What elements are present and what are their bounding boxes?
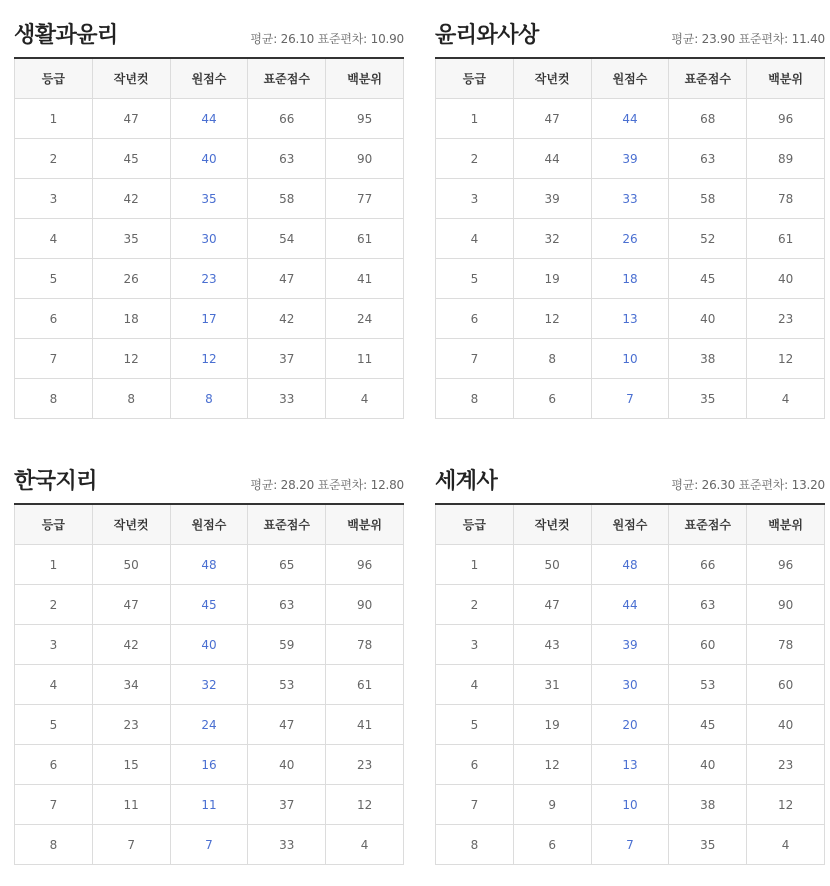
grade-panel-3 xyxy=(14,446,404,865)
standard-score-cell: 40 xyxy=(669,299,747,339)
standard-score-cell: 60 xyxy=(669,625,747,665)
percentile-cell: 23 xyxy=(747,745,825,785)
grade-cell: 7 xyxy=(436,785,514,825)
raw-score-cell: 40 xyxy=(170,139,248,179)
grade-cell: 6 xyxy=(15,299,93,339)
panel-stats: 평균: 26.10 표준편차: 10.90 xyxy=(250,32,404,46)
table-header-row xyxy=(15,58,404,99)
panel-stats: 평균: 23.90 표준편차: 11.40 xyxy=(671,32,825,46)
percentile-cell: 11 xyxy=(326,339,404,379)
raw-score-cell: 44 xyxy=(591,99,669,139)
raw-score-cell: 44 xyxy=(170,99,248,139)
grade-cell: 5 xyxy=(436,705,514,745)
last-year-cut-cell: 12 xyxy=(513,745,591,785)
standard-score-cell: 68 xyxy=(669,99,747,139)
standard-score-cell: 33 xyxy=(248,379,326,419)
panel-title: 한국지리 xyxy=(14,469,98,494)
last-year-cut-cell: 50 xyxy=(92,545,170,585)
table-row xyxy=(436,259,825,299)
grade-cell: 6 xyxy=(436,299,514,339)
column-header-grade: 등급 xyxy=(15,504,93,545)
raw-score-cell: 8 xyxy=(170,379,248,419)
table-row xyxy=(15,585,404,625)
standard-score-cell: 63 xyxy=(669,585,747,625)
grade-cell: 7 xyxy=(436,339,514,379)
grade-cell: 4 xyxy=(15,665,93,705)
standard-score-cell: 33 xyxy=(248,825,326,865)
table-row xyxy=(436,139,825,179)
raw-score-cell: 13 xyxy=(591,745,669,785)
table-row xyxy=(15,299,404,339)
table-row xyxy=(436,545,825,585)
grade-cell: 1 xyxy=(15,545,93,585)
column-header-raw-score: 원점수 xyxy=(170,58,248,99)
grade-panel-4 xyxy=(435,446,825,865)
last-year-cut-cell: 47 xyxy=(92,585,170,625)
raw-score-cell: 10 xyxy=(591,785,669,825)
standard-score-cell: 66 xyxy=(669,545,747,585)
grade-panel-2 xyxy=(435,0,825,419)
last-year-cut-cell: 31 xyxy=(513,665,591,705)
table-row xyxy=(15,545,404,585)
last-year-cut-cell: 47 xyxy=(513,99,591,139)
standard-score-cell: 45 xyxy=(669,259,747,299)
standard-score-cell: 40 xyxy=(669,745,747,785)
percentile-cell: 78 xyxy=(747,179,825,219)
last-year-cut-cell: 9 xyxy=(513,785,591,825)
panel-header xyxy=(435,0,825,57)
table-row xyxy=(15,705,404,745)
grade-cell: 4 xyxy=(436,665,514,705)
last-year-cut-cell: 11 xyxy=(92,785,170,825)
standard-score-cell: 35 xyxy=(669,825,747,865)
panel-header xyxy=(435,446,825,503)
raw-score-cell: 7 xyxy=(591,379,669,419)
last-year-cut-cell: 32 xyxy=(513,219,591,259)
column-header-standard-score: 표준점수 xyxy=(248,58,326,99)
percentile-cell: 41 xyxy=(326,705,404,745)
standard-score-cell: 53 xyxy=(248,665,326,705)
standard-score-cell: 35 xyxy=(669,379,747,419)
grade-cell: 4 xyxy=(436,219,514,259)
percentile-cell: 23 xyxy=(747,299,825,339)
raw-score-cell: 35 xyxy=(170,179,248,219)
standard-score-cell: 66 xyxy=(248,99,326,139)
raw-score-cell: 10 xyxy=(591,339,669,379)
percentile-cell: 12 xyxy=(747,339,825,379)
raw-score-cell: 26 xyxy=(591,219,669,259)
last-year-cut-cell: 23 xyxy=(92,705,170,745)
table-row xyxy=(436,339,825,379)
table-row xyxy=(436,179,825,219)
column-header-standard-score: 표준점수 xyxy=(669,58,747,99)
column-header-last-year-cut: 작년컷 xyxy=(92,58,170,99)
column-header-last-year-cut: 작년컷 xyxy=(513,504,591,545)
table-row xyxy=(436,825,825,865)
last-year-cut-cell: 18 xyxy=(92,299,170,339)
raw-score-cell: 7 xyxy=(591,825,669,865)
last-year-cut-cell: 19 xyxy=(513,259,591,299)
last-year-cut-cell: 47 xyxy=(513,585,591,625)
raw-score-cell: 39 xyxy=(591,139,669,179)
percentile-cell: 90 xyxy=(326,585,404,625)
last-year-cut-cell: 43 xyxy=(513,625,591,665)
standard-score-cell: 63 xyxy=(248,139,326,179)
table-row xyxy=(15,179,404,219)
column-header-percentile: 백분위 xyxy=(326,58,404,99)
standard-score-cell: 38 xyxy=(669,785,747,825)
table-row xyxy=(15,665,404,705)
last-year-cut-cell: 6 xyxy=(513,825,591,865)
panel-header xyxy=(14,0,404,57)
grade-cell: 2 xyxy=(436,585,514,625)
raw-score-cell: 18 xyxy=(591,259,669,299)
last-year-cut-cell: 42 xyxy=(92,625,170,665)
percentile-cell: 96 xyxy=(747,99,825,139)
standard-score-cell: 47 xyxy=(248,705,326,745)
table-row xyxy=(15,785,404,825)
column-header-last-year-cut: 작년컷 xyxy=(92,504,170,545)
table-row xyxy=(15,99,404,139)
standard-score-cell: 63 xyxy=(248,585,326,625)
percentile-cell: 23 xyxy=(326,745,404,785)
percentile-cell: 89 xyxy=(747,139,825,179)
panel-stats: 평균: 28.20 표준편차: 12.80 xyxy=(250,478,404,492)
raw-score-cell: 32 xyxy=(170,665,248,705)
standard-score-cell: 65 xyxy=(248,545,326,585)
grade-cell: 3 xyxy=(436,625,514,665)
standard-score-cell: 53 xyxy=(669,665,747,705)
grade-cell: 3 xyxy=(15,625,93,665)
table-row xyxy=(436,219,825,259)
column-header-percentile: 백분위 xyxy=(747,504,825,545)
grade-table xyxy=(14,503,404,865)
standard-score-cell: 37 xyxy=(248,339,326,379)
grade-table xyxy=(14,57,404,419)
standard-score-cell: 52 xyxy=(669,219,747,259)
percentile-cell: 78 xyxy=(747,625,825,665)
grade-table xyxy=(435,503,825,865)
grade-cell: 5 xyxy=(436,259,514,299)
raw-score-cell: 39 xyxy=(591,625,669,665)
column-header-standard-score: 표준점수 xyxy=(669,504,747,545)
table-row xyxy=(15,745,404,785)
percentile-cell: 96 xyxy=(747,545,825,585)
raw-score-cell: 48 xyxy=(170,545,248,585)
raw-score-cell: 40 xyxy=(170,625,248,665)
table-row xyxy=(436,665,825,705)
grade-cell: 7 xyxy=(15,785,93,825)
last-year-cut-cell: 45 xyxy=(92,139,170,179)
column-header-grade: 등급 xyxy=(436,504,514,545)
grade-panel-1 xyxy=(14,0,404,419)
table-row xyxy=(15,219,404,259)
percentile-cell: 4 xyxy=(747,825,825,865)
raw-score-cell: 7 xyxy=(170,825,248,865)
raw-score-cell: 16 xyxy=(170,745,248,785)
grade-cell: 6 xyxy=(436,745,514,785)
column-header-raw-score: 원점수 xyxy=(591,504,669,545)
table-row xyxy=(436,745,825,785)
grade-cell: 2 xyxy=(15,139,93,179)
percentile-cell: 90 xyxy=(747,585,825,625)
grade-cell: 2 xyxy=(15,585,93,625)
table-row xyxy=(436,379,825,419)
panel-title: 윤리와사상 xyxy=(435,23,539,48)
raw-score-cell: 23 xyxy=(170,259,248,299)
grade-cell: 3 xyxy=(15,179,93,219)
table-header-row xyxy=(436,504,825,545)
grade-cell: 8 xyxy=(15,825,93,865)
grade-cell: 8 xyxy=(436,379,514,419)
raw-score-cell: 13 xyxy=(591,299,669,339)
table-row xyxy=(15,379,404,419)
standard-score-cell: 40 xyxy=(248,745,326,785)
percentile-cell: 78 xyxy=(326,625,404,665)
percentile-cell: 77 xyxy=(326,179,404,219)
column-header-grade: 등급 xyxy=(15,58,93,99)
last-year-cut-cell: 42 xyxy=(92,179,170,219)
raw-score-cell: 45 xyxy=(170,585,248,625)
percentile-cell: 61 xyxy=(326,219,404,259)
percentile-cell: 61 xyxy=(747,219,825,259)
last-year-cut-cell: 35 xyxy=(92,219,170,259)
table-row xyxy=(15,625,404,665)
standard-score-cell: 38 xyxy=(669,339,747,379)
raw-score-cell: 30 xyxy=(591,665,669,705)
panel-stats: 평균: 26.30 표준편차: 13.20 xyxy=(671,478,825,492)
last-year-cut-cell: 47 xyxy=(92,99,170,139)
last-year-cut-cell: 50 xyxy=(513,545,591,585)
last-year-cut-cell: 44 xyxy=(513,139,591,179)
percentile-cell: 24 xyxy=(326,299,404,339)
percentile-cell: 61 xyxy=(326,665,404,705)
grade-cell: 4 xyxy=(15,219,93,259)
last-year-cut-cell: 26 xyxy=(92,259,170,299)
last-year-cut-cell: 8 xyxy=(92,379,170,419)
percentile-cell: 12 xyxy=(747,785,825,825)
column-header-raw-score: 원점수 xyxy=(170,504,248,545)
percentile-cell: 90 xyxy=(326,139,404,179)
grade-cell: 8 xyxy=(436,825,514,865)
standard-score-cell: 58 xyxy=(248,179,326,219)
standard-score-cell: 45 xyxy=(669,705,747,745)
grade-cell: 3 xyxy=(436,179,514,219)
last-year-cut-cell: 6 xyxy=(513,379,591,419)
grade-cell: 1 xyxy=(436,99,514,139)
grade-cell: 2 xyxy=(436,139,514,179)
raw-score-cell: 44 xyxy=(591,585,669,625)
column-header-last-year-cut: 작년컷 xyxy=(513,58,591,99)
last-year-cut-cell: 39 xyxy=(513,179,591,219)
grade-cell: 5 xyxy=(15,259,93,299)
table-row xyxy=(436,299,825,339)
last-year-cut-cell: 8 xyxy=(513,339,591,379)
standard-score-cell: 47 xyxy=(248,259,326,299)
column-header-raw-score: 원점수 xyxy=(591,58,669,99)
standard-score-cell: 54 xyxy=(248,219,326,259)
table-row xyxy=(436,625,825,665)
grade-table xyxy=(435,57,825,419)
table-row xyxy=(15,339,404,379)
table-row xyxy=(436,705,825,745)
raw-score-cell: 11 xyxy=(170,785,248,825)
grade-cell: 1 xyxy=(15,99,93,139)
table-row xyxy=(15,259,404,299)
percentile-cell: 40 xyxy=(747,259,825,299)
raw-score-cell: 12 xyxy=(170,339,248,379)
grade-cell: 5 xyxy=(15,705,93,745)
percentile-cell: 4 xyxy=(747,379,825,419)
percentile-cell: 4 xyxy=(326,379,404,419)
raw-score-cell: 17 xyxy=(170,299,248,339)
percentile-cell: 95 xyxy=(326,99,404,139)
column-header-percentile: 백분위 xyxy=(326,504,404,545)
panel-header xyxy=(14,446,404,503)
raw-score-cell: 30 xyxy=(170,219,248,259)
last-year-cut-cell: 19 xyxy=(513,705,591,745)
panel-title: 세계사 xyxy=(435,469,498,494)
percentile-cell: 12 xyxy=(326,785,404,825)
table-header-row xyxy=(436,58,825,99)
grade-cell: 1 xyxy=(436,545,514,585)
raw-score-cell: 33 xyxy=(591,179,669,219)
raw-score-cell: 24 xyxy=(170,705,248,745)
standard-score-cell: 42 xyxy=(248,299,326,339)
grade-cell: 8 xyxy=(15,379,93,419)
percentile-cell: 60 xyxy=(747,665,825,705)
table-row xyxy=(15,825,404,865)
last-year-cut-cell: 12 xyxy=(92,339,170,379)
table-row xyxy=(15,139,404,179)
raw-score-cell: 20 xyxy=(591,705,669,745)
table-row xyxy=(436,785,825,825)
last-year-cut-cell: 15 xyxy=(92,745,170,785)
percentile-cell: 40 xyxy=(747,705,825,745)
grade-cell: 6 xyxy=(15,745,93,785)
percentile-cell: 4 xyxy=(326,825,404,865)
grade-cell: 7 xyxy=(15,339,93,379)
percentile-cell: 41 xyxy=(326,259,404,299)
column-header-grade: 등급 xyxy=(436,58,514,99)
column-header-percentile: 백분위 xyxy=(747,58,825,99)
standard-score-cell: 63 xyxy=(669,139,747,179)
column-header-standard-score: 표준점수 xyxy=(248,504,326,545)
standard-score-cell: 59 xyxy=(248,625,326,665)
standard-score-cell: 37 xyxy=(248,785,326,825)
standard-score-cell: 58 xyxy=(669,179,747,219)
table-header-row xyxy=(15,504,404,545)
panel-title: 생활과윤리 xyxy=(14,23,118,48)
last-year-cut-cell: 12 xyxy=(513,299,591,339)
last-year-cut-cell: 34 xyxy=(92,665,170,705)
table-row xyxy=(436,585,825,625)
table-row xyxy=(436,99,825,139)
percentile-cell: 96 xyxy=(326,545,404,585)
raw-score-cell: 48 xyxy=(591,545,669,585)
last-year-cut-cell: 7 xyxy=(92,825,170,865)
